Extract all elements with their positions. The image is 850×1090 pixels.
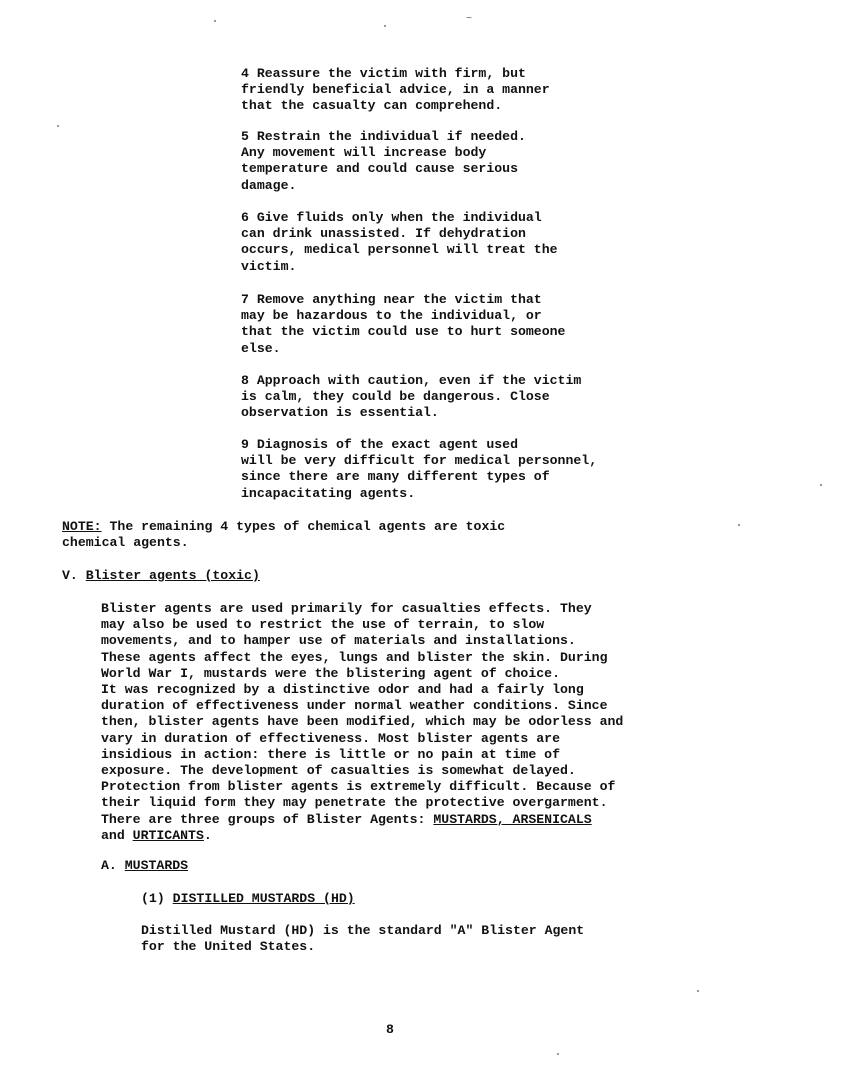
page-number: 8 <box>386 1022 394 1037</box>
note-paragraph <box>62 519 742 551</box>
list-item-6: 6 Give fluids only when the individual can drink unassisted. If dehydration occurs, medical personnel will treat the victim. <box>241 210 558 274</box>
section-number: V. <box>62 568 78 583</box>
and-word: and <box>101 827 133 843</box>
scan-speck <box>57 125 59 127</box>
list-item-4: 4 Reassure the victim with firm, but friendly beneficial advice, in a manner that the casualty can comprehend. <box>241 66 550 114</box>
list-item-8: 8 Approach with caution, even if the victim is calm, they could be dangerous. Close observation is essential. <box>241 373 582 421</box>
scan-mark: ~ <box>466 14 473 25</box>
paragraph-text: Blister agents are used primarily for casualties effects. They may also be used to restrict the use of terrain, to slow movements, and to hamper use of materials and installations. These agents affect the eyes, lungs and blister the skin. During World War I, mustards were the blistering agent of choice. It was recognized by a distinctive odor and had a fairly long duration of effectiveness under normal weather conditions. Since then, blister agents have been modified, which may be odorless and vary in duration of effectiveness. Most blister agents are insidious in action: there is little or no pain at time of exposure. The development of casualties is somewhat delayed. Protection from blister agents is extremely difficult. Because of their liquid form they may penetrate the protective overgarment. There are three groups of Blister Agents: <box>101 601 624 827</box>
subsection-1-title: DISTILLED MUSTARDS (HD) <box>172 891 355 906</box>
scan-speck <box>214 20 216 22</box>
note-label: NOTE: <box>62 519 102 534</box>
scan-speck <box>557 1053 559 1055</box>
subsection-letter: A. <box>101 858 117 873</box>
subsection-a-heading <box>101 858 701 874</box>
subsection-title: MUSTARDS <box>124 858 189 873</box>
period: . <box>203 827 212 843</box>
subsection-1-paragraph: Distilled Mustard (HD) is the standard "A" Blister Agent for the United States. <box>141 923 585 955</box>
list-item-5: 5 Restrain the individual if needed. Any movement will increase body temperature and could cause serious damage. <box>241 129 526 193</box>
section-title: Blister agents (toxic) <box>85 568 260 583</box>
scan-speck <box>697 990 699 992</box>
note-text: The remaining 4 types of chemical agents are toxic chemical agents. <box>62 519 506 551</box>
scan-speck <box>820 484 822 486</box>
list-item-9: 9 Diagnosis of the exact agent used will be very difficult for medical personnel, since there are many different types of incapacitating agents. <box>241 437 598 501</box>
section-v-heading <box>62 568 742 584</box>
subsection-1-heading <box>141 891 741 907</box>
section-v-paragraph <box>101 601 761 844</box>
subsection-number: (1) <box>141 891 165 906</box>
scan-speck <box>384 25 386 27</box>
list-item-7: 7 Remove anything near the victim that may be hazardous to the individual, or that the victim could use to hurt someone else. <box>241 292 566 356</box>
group-names-2: URTICANTS <box>132 827 204 843</box>
group-names-1: MUSTARDS, ARSENICALS <box>433 811 592 827</box>
